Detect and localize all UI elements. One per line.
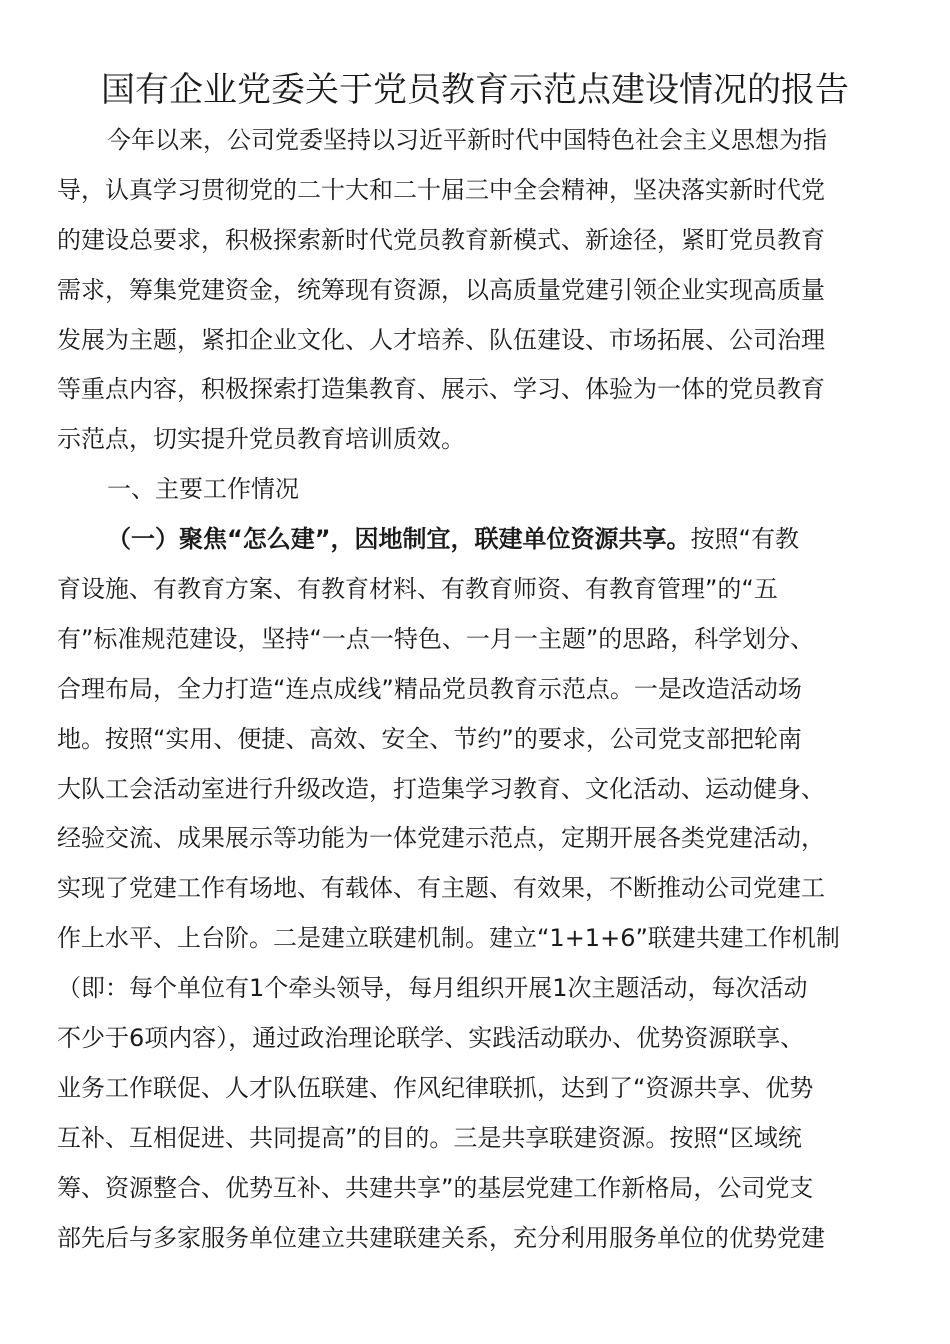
paragraph-line: 业务工作联促、人才队伍联建、作风纪律联抓，达到了“资源共享、优势: [57, 1073, 814, 1102]
paragraph-line: 筹、资源整合、优势互补、共建共享”的基层党建工作新格局，公司党支: [57, 1173, 814, 1202]
section-heading: 一、主要工作情况: [107, 475, 299, 504]
paragraph-line: 互补、互相促进、共同提高”的目的。三是共享联建资源。按照“区域统: [57, 1123, 802, 1152]
paragraph-line: （即：每个单位有1个牵头领导，每月组织开展1次主题活动，每次活动: [57, 974, 808, 1003]
paragraph-line: 发展为主题，紧扣企业文化、人才培养、队伍建设、市场拓展、公司治理: [57, 325, 825, 354]
paragraph-line: 大队工会活动室进行升级改造，打造集学习教育、文化活动、运动健身、: [57, 774, 825, 803]
subsection-text: 按照“有教: [690, 525, 799, 554]
document-title: 国有企业党委关于党员教育示范点建设情况的报告: [101, 70, 849, 110]
subsection-heading-line: [57, 515, 887, 565]
paragraph-line: 部先后与多家服务单位建立共建联建关系，充分利用服务单位的优势党建: [57, 1223, 825, 1252]
paragraph-line: 实现了党建工作有场地、有载体、有主题、有效果，不断推动公司党建工: [57, 874, 825, 903]
paragraph-line: 导，认真学习贯彻党的二十大和二十届三中全会精神，坚决落实新时代党: [57, 175, 825, 204]
paragraph-line: 的建设总要求，积极探索新时代党员教育新模式、新途径，紧盯党员教育: [57, 225, 825, 254]
paragraph-line: 需求，筹集党建资金，统筹现有资源，以高质量党建引领企业实现高质量: [57, 275, 825, 304]
paragraph-line: 作上水平、上台阶。二是建立联建机制。建立“1+1+6”联建共建工作机制: [57, 924, 840, 953]
paragraph-line: 合理布局，全力打造“连点成线”精品党员教育示范点。一是改造活动场: [57, 674, 802, 703]
document-body: [57, 116, 887, 1263]
paragraph-line: 有”标准规范建设，坚持“一点一特色、一月一主题”的思路，科学划分、: [57, 624, 815, 653]
paragraph-line: 等重点内容，积极探索打造集教育、展示、学习、体验为一体的党员教育: [57, 375, 825, 404]
subsection-heading: （一）聚焦“怎么建”，因地制宜，联建单位资源共享。: [107, 525, 691, 554]
paragraph-line: 育设施、有教育方案、有教育材料、有教育师资、有教育管理”的“五: [57, 575, 778, 604]
paragraph-line: 不少于6项内容），通过政治理论联学、实践活动联办、优势资源联享、: [57, 1024, 805, 1053]
paragraph-line: 示范点，切实提升党员教育培训质效。: [57, 425, 465, 454]
paragraph-line: 地。按照“实用、便捷、高效、安全、节约”的要求，公司党支部把轮南: [57, 724, 802, 753]
paragraph-line: 今年以来，公司党委坚持以习近平新时代中国特色社会主义思想为指: [107, 126, 827, 154]
paragraph-line: 经验交流、成果展示等功能为一体党建示范点，定期开展各类党建活动，: [57, 824, 825, 853]
